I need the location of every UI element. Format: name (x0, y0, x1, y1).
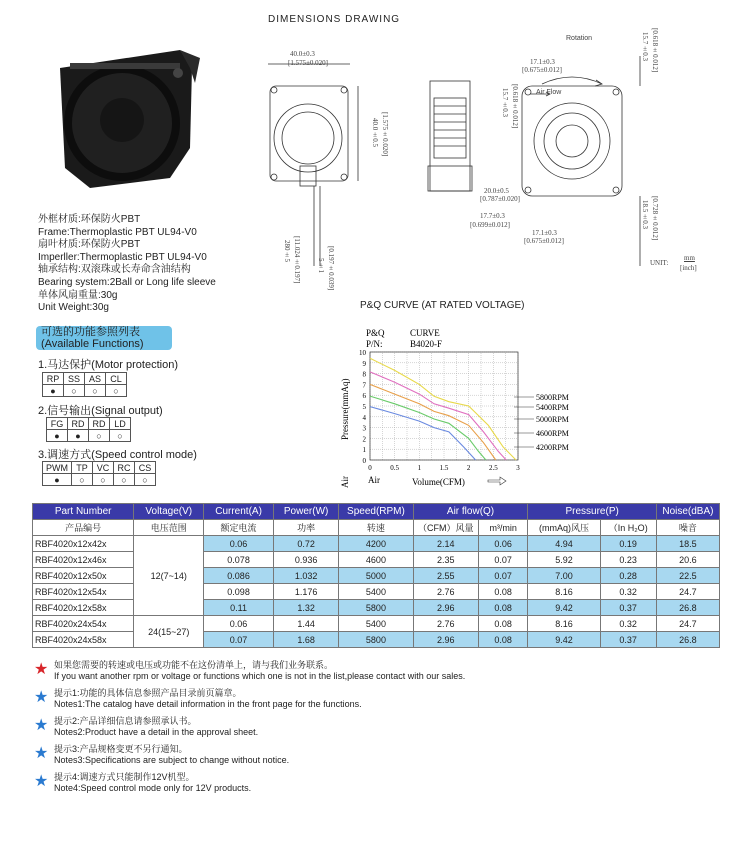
cell-mmaq: 8.16 (528, 616, 600, 632)
x-axis-arrow (488, 477, 506, 485)
subheader-part: 产品编号 (33, 520, 134, 536)
cell-inh2o: 0.37 (600, 632, 656, 648)
motor-header: CL (106, 373, 127, 385)
unit-label: UNIT: (650, 259, 669, 267)
motor-protection-table (42, 372, 127, 397)
speed-control-table (42, 461, 156, 486)
dim-strip-inch-label: [0.197±0.039] (327, 246, 335, 291)
cell-speed: 5000 (339, 568, 413, 584)
motor-mark: ○ (85, 385, 106, 397)
pq-label: P&Q (366, 328, 385, 338)
speed-header: TP (72, 462, 93, 474)
note-item (34, 716, 465, 738)
x-tick-label: 0 (368, 464, 372, 472)
cell-m3: 0.08 (478, 600, 528, 616)
cell-inh2o: 0.37 (600, 600, 656, 616)
cell-mmaq: 9.42 (528, 600, 600, 616)
x-tick-label: 0.5 (390, 464, 400, 472)
subheader-m3: m³/min (478, 520, 528, 536)
motor-mark: ○ (106, 385, 127, 397)
y-tick-label: 7 (362, 381, 366, 390)
y-tick-label: 4 (362, 413, 366, 422)
note-item (34, 688, 465, 710)
cell-cfm: 2.96 (413, 600, 478, 616)
subheader-noise: 噪音 (656, 520, 719, 536)
dim-157-label: 15.7±0.3 (501, 88, 509, 117)
header-airflow: Air flow(Q) (413, 504, 528, 520)
dim-185-label: 18.5±0.3 (641, 200, 649, 229)
header-noise: Noise(dBA) (656, 504, 719, 520)
header-current: Current(A) (204, 504, 274, 520)
cell-mmaq: 9.42 (528, 632, 600, 648)
cell-power: 0.72 (273, 536, 338, 552)
dim-157b-label: 15.7±0.3 (641, 32, 649, 61)
cell-m3: 0.08 (478, 616, 528, 632)
cell-m3: 0.07 (478, 568, 528, 584)
pq-curve-chart (338, 322, 598, 492)
cell-m3: 0.06 (478, 536, 528, 552)
cell-speed: 5400 (339, 584, 413, 600)
cell-cfm: 2.14 (413, 536, 478, 552)
note-en: If you want another rpm or voltage or functions which one is not in the list,please contact with our sales. (54, 671, 466, 681)
signal-mark: ○ (110, 430, 131, 442)
cell-mmaq: 4.94 (528, 536, 600, 552)
functions-title-cn: 可选的功能参照列表 (41, 326, 140, 338)
cell-cfm: 2.55 (413, 568, 478, 584)
y-tick-label: 10 (359, 349, 366, 357)
pn-label: P/N: (366, 339, 383, 349)
y-axis-label: Pressure(mmAq) (340, 378, 350, 440)
cell-mmaq: 7.00 (528, 568, 600, 584)
speed-mark: ○ (135, 474, 156, 486)
y-tick-label: 8 (362, 370, 366, 379)
note-cn: 提示1:功能的具体信息参照产品目录前页篇章。 (54, 688, 242, 698)
signal-output-title: 2.信号输出(Signal output) (38, 405, 163, 417)
cell-cfm: 2.96 (413, 632, 478, 648)
spec-line: 单体风扇重量:30g (38, 289, 118, 301)
cell-mmaq: 5.92 (528, 552, 600, 568)
note-item (34, 660, 465, 682)
header-voltage: Voltage(V) (134, 504, 204, 520)
note-en: Notes1:The catalog have detail information in the front page for the functions. (54, 699, 362, 709)
x-tick-label: 1.5 (439, 464, 449, 472)
header-pressure: Pressure(P) (528, 504, 656, 520)
dim-wire-inch-label: [11.024±0.197] (293, 236, 301, 284)
subheader-mmaq: (mmAq)风压 (528, 520, 600, 536)
signal-mark: ● (68, 430, 89, 442)
dim-171a-inch-label: [0.675±0.012] (522, 66, 563, 74)
note-en: Note4:Speed control mode only for 12V products. (54, 783, 252, 793)
notes-section (34, 660, 465, 800)
speed-mark: ● (43, 474, 72, 486)
cell-power: 1.176 (273, 584, 338, 600)
star-icon: ★ (34, 717, 49, 734)
pn-value: B4020-F (410, 339, 443, 349)
dim-185-inch-label: [0.728±0.012] (651, 196, 659, 241)
subheader-cfm: （CFM）风量 (413, 520, 478, 536)
speed-mark: ○ (72, 474, 93, 486)
y-tick-label: 5 (362, 403, 366, 411)
x-axis-label: Volume(CFM) (412, 477, 465, 487)
dim-width-inch-label: [1.575±0.020] (288, 59, 329, 67)
cell-power: 0.936 (273, 552, 338, 568)
speed-header: RC (114, 462, 135, 474)
signal-header: FG (47, 418, 68, 430)
y-axis-label-extra: Air (340, 476, 350, 488)
subheader-inh2o: （In H₂O) (600, 520, 656, 536)
cell-current: 0.086 (204, 568, 274, 584)
legend-label: 5400RPM (536, 403, 569, 412)
cell-cfm: 2.35 (413, 552, 478, 568)
cell-noise: 24.7 (656, 616, 719, 632)
header-power: Power(W) (273, 504, 338, 520)
signal-header: LD (110, 418, 131, 430)
speed-mark: ○ (93, 474, 114, 486)
header-part-number: Part Number (33, 504, 134, 520)
legend-label: 4600RPM (536, 429, 569, 438)
cell-inh2o: 0.23 (600, 552, 656, 568)
fan-product-image (30, 28, 205, 203)
dim-height-label: 40.0±0.5 (371, 118, 379, 147)
dim-width-label: 40.0±0.3 (290, 50, 315, 58)
signal-output-table (46, 417, 131, 442)
spec-line: Frame:Thermoplastic PBT UL94-V0 (38, 226, 197, 238)
y-tick-label: 3 (362, 424, 366, 433)
curve-label: CURVE (410, 328, 440, 338)
cell-noise: 20.6 (656, 552, 719, 568)
dim-171a-label: 17.1±0.3 (530, 58, 555, 66)
cell-current: 0.07 (204, 632, 274, 648)
legend-label: 4200RPM (536, 443, 569, 452)
pq-curve-title: P&Q CURVE (AT RATED VOLTAGE) (360, 300, 525, 311)
cell-power: 1.44 (273, 616, 338, 632)
front-view (268, 64, 358, 266)
cell-part: RBF4020x12x58x (33, 600, 134, 616)
note-cn: 提示2:产品详细信息请参照承认书。 (54, 716, 197, 726)
dim-177-label: 17.7±0.3 (480, 212, 505, 220)
cell-power: 1.32 (273, 600, 338, 616)
dim-157-inch-label: [0.618±0.012] (511, 84, 519, 129)
dim-20-label: 20.0±0.5 (484, 187, 509, 195)
y-tick-label: 2 (362, 435, 366, 444)
star-icon: ★ (34, 745, 49, 762)
cell-m3: 0.07 (478, 552, 528, 568)
airflow-label: Air Flow (536, 89, 562, 96)
note-cn: 提示3:产品规格变更不另行通知。 (54, 744, 188, 754)
x-tick-label: 2.5 (488, 464, 498, 472)
x-tick-label: 1 (417, 464, 422, 472)
cell-noise: 18.5 (656, 536, 719, 552)
note-en: Notes3:Specifications are subject to change without notice. (54, 755, 290, 765)
star-icon: ★ (34, 773, 49, 790)
dimensions-title: DIMENSIONS DRAWING (268, 14, 401, 25)
cell-part: RBF4020x24x58x (33, 632, 134, 648)
cell-part: RBF4020x12x42x (33, 536, 134, 552)
spec-line: 外框材质:环保防火PBT (38, 214, 141, 225)
signal-mark: ● (47, 430, 68, 442)
cell-speed: 4600 (339, 552, 413, 568)
functions-title-en: (Available Functions) (41, 337, 144, 350)
signal-header: RD (68, 418, 89, 430)
table-row (33, 536, 720, 552)
cell-power: 1.032 (273, 568, 338, 584)
signal-header: RD (89, 418, 110, 430)
cell-inh2o: 0.32 (600, 584, 656, 600)
chart-legend (514, 393, 569, 452)
side-view (428, 81, 472, 191)
motor-protection-title: 1.马达保护(Motor protection) (38, 359, 178, 371)
dim-177-inch-label: [0.699±0.012] (470, 221, 511, 229)
y-tick-label: 0 (362, 457, 366, 465)
subheader-power: 功率 (273, 520, 338, 536)
cell-inh2o: 0.19 (600, 536, 656, 552)
dim-20-inch-label: [0.787±0.020] (480, 195, 521, 203)
spec-line: Imperller:Thermoplastic PBT UL94-V0 (38, 251, 207, 263)
motor-header: AS (85, 373, 106, 385)
spec-line: Bearing system:2Ball or Long life sleeve (38, 276, 216, 288)
dim-height-inch-label: [1.575±0.020] (381, 112, 389, 157)
cell-m3: 0.08 (478, 584, 528, 600)
legend-label: 5800RPM (536, 393, 569, 402)
note-cn: 如果您需要的转速或电压或功能不在这份清单上，请与我们业务联系。 (54, 660, 334, 670)
note-cn: 提示4:调速方式只能制作12V机型。 (54, 772, 195, 782)
signal-mark: ○ (89, 430, 110, 442)
material-specs (38, 214, 216, 315)
cell-current: 0.078 (204, 552, 274, 568)
unit-inch-label: [inch] (680, 264, 697, 272)
motor-mark: ● (43, 385, 64, 397)
speed-control-title: 3.调速方式(Speed control mode) (38, 449, 197, 461)
cell-part: RBF4020x24x54x (33, 616, 134, 632)
unit-mm-label: mm (684, 254, 695, 262)
motor-mark: ○ (64, 385, 85, 397)
cell-current: 0.06 (204, 616, 274, 632)
subheader-current: 额定电流 (204, 520, 274, 536)
cell-noise: 24.7 (656, 584, 719, 600)
note-item (34, 772, 465, 794)
speed-header: PWM (43, 462, 72, 474)
cell-power: 1.68 (273, 632, 338, 648)
cell-part: RBF4020x12x46x (33, 552, 134, 568)
legend-label: 5000RPM (536, 415, 569, 424)
spec-line: 轴承结构:双滚珠或长寿命含油结构 (38, 264, 191, 276)
y-tick-label: 1 (362, 446, 366, 455)
dim-wire-label: 280±5 (283, 240, 291, 262)
cell-current: 0.098 (204, 584, 274, 600)
dim-171b-label: 17.1±0.3 (532, 229, 557, 237)
dim-strip-label: 5±1 (317, 258, 325, 273)
fan-spec-table (32, 503, 720, 648)
speed-header: CS (135, 462, 156, 474)
cell-noise: 26.8 (656, 600, 719, 616)
note-en: Notes2:Product have a detail in the approval sheet. (54, 727, 259, 737)
cell-inh2o: 0.32 (600, 616, 656, 632)
cell-speed: 4200 (339, 536, 413, 552)
y-tick-label: 9 (362, 359, 366, 368)
x-tick-label: 3 (516, 464, 520, 472)
cell-cfm: 2.76 (413, 616, 478, 632)
subheader-speed: 转速 (339, 520, 413, 536)
speed-header: VC (93, 462, 114, 474)
available-functions-header (36, 326, 172, 350)
motor-header: RP (43, 373, 64, 385)
cell-voltage: 12(7~14) (134, 536, 204, 616)
speed-mark: ○ (114, 474, 135, 486)
subheader-voltage: 电压范围 (134, 520, 204, 536)
dim-171b-inch-label: [0.675±0.012] (524, 237, 565, 245)
cell-speed: 5800 (339, 600, 413, 616)
cell-current: 0.11 (204, 600, 274, 616)
rotation-label: Rotation (566, 35, 593, 42)
cell-inh2o: 0.28 (600, 568, 656, 584)
dim-157b-inch-label: [0.618±0.012] (651, 28, 659, 73)
y-tick-label: 6 (362, 392, 366, 401)
spec-line: Unit Weight:30g (38, 302, 109, 314)
cell-current: 0.06 (204, 536, 274, 552)
cell-speed: 5400 (339, 616, 413, 632)
x-axis-label-left: Air (368, 475, 380, 485)
cell-noise: 26.8 (656, 632, 719, 648)
chart-grid (370, 352, 518, 460)
cell-part: RBF4020x12x50x (33, 568, 134, 584)
cell-voltage: 24(15~27) (134, 616, 204, 648)
table-row (33, 616, 720, 632)
cell-mmaq: 8.16 (528, 584, 600, 600)
note-item (34, 744, 465, 766)
cell-speed: 5800 (339, 632, 413, 648)
cell-part: RBF4020x12x54x (33, 584, 134, 600)
motor-header: SS (64, 373, 85, 385)
star-icon: ★ (34, 661, 49, 678)
x-tick-label: 2 (466, 464, 471, 472)
star-icon: ★ (34, 689, 49, 706)
cell-noise: 22.5 (656, 568, 719, 584)
cell-cfm: 2.76 (413, 584, 478, 600)
cell-m3: 0.08 (478, 632, 528, 648)
spec-line: 扇叶材质:环保防火PBT (38, 239, 141, 251)
header-speed: Speed(RPM) (339, 504, 413, 520)
